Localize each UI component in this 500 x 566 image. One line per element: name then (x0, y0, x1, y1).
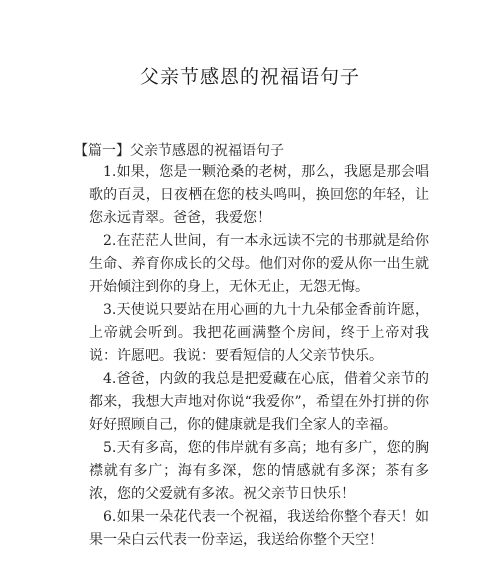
paragraph-5 (89, 437, 429, 506)
paragraph-4 (89, 368, 429, 437)
paragraph-text: 天使说只要站在用心画的九十九朵郁金香前许愿，上帝就会听到。我把花画满整个房间，终于上帝对我说：许愿吧。我说：要看短信的人父亲节快乐。 (89, 302, 429, 364)
document-title: 父亲节感恩的祝福语句子 (139, 66, 360, 88)
paragraph-number: 3. (103, 302, 117, 318)
paragraph-number: 2. (103, 233, 117, 249)
paragraph-text: 天有多高，您的伟岸就有多高；地有多广，您的胸襟就有多广；海有多深，您的情感就有多深；茶有多浓，您的父爱就有多浓。祝父亲节日快乐！ (89, 440, 429, 502)
paragraph-text: 在茫茫人世间，有一本永远读不完的书那就是给你生命、养育你成长的父母。他们对你的爱从你一出生就开始倾注到你的身上，无休无止，无怨无悔。 (89, 233, 429, 295)
document-body (89, 161, 429, 552)
paragraph-3 (89, 299, 429, 368)
paragraph-2 (89, 230, 429, 299)
paragraph-number: 4. (103, 371, 117, 387)
paragraph-text: 如果，您是一颗沧桑的老树，那么，我愿是那会唱歌的百灵，日夜栖在您的枝头鸣叫，换回您的年轻，让您永远青翠。爸爸，我爱您！ (89, 164, 429, 226)
paragraph-text: 如果一朵花代表一个祝福，我送给你整个春天！如果一朵白云代表一份幸运，我送给你整个天空！ (89, 509, 429, 548)
paragraph-1 (89, 161, 429, 230)
paragraph-number: 6. (103, 509, 117, 525)
paragraph-text: 爸爸，内敛的我总是把爱藏在心底，借着父亲节的都来，我想大声地对你说“我爱你”，希望在外打拼的你好好照顾自己，你的健康就是我们全家人的幸福。 (89, 371, 429, 433)
paragraph-number: 1. (103, 164, 117, 180)
section-header: 【篇一】父亲节感恩的祝福语句子 (74, 143, 284, 159)
paragraph-number: 5. (103, 440, 117, 456)
paragraph-6 (89, 506, 429, 552)
